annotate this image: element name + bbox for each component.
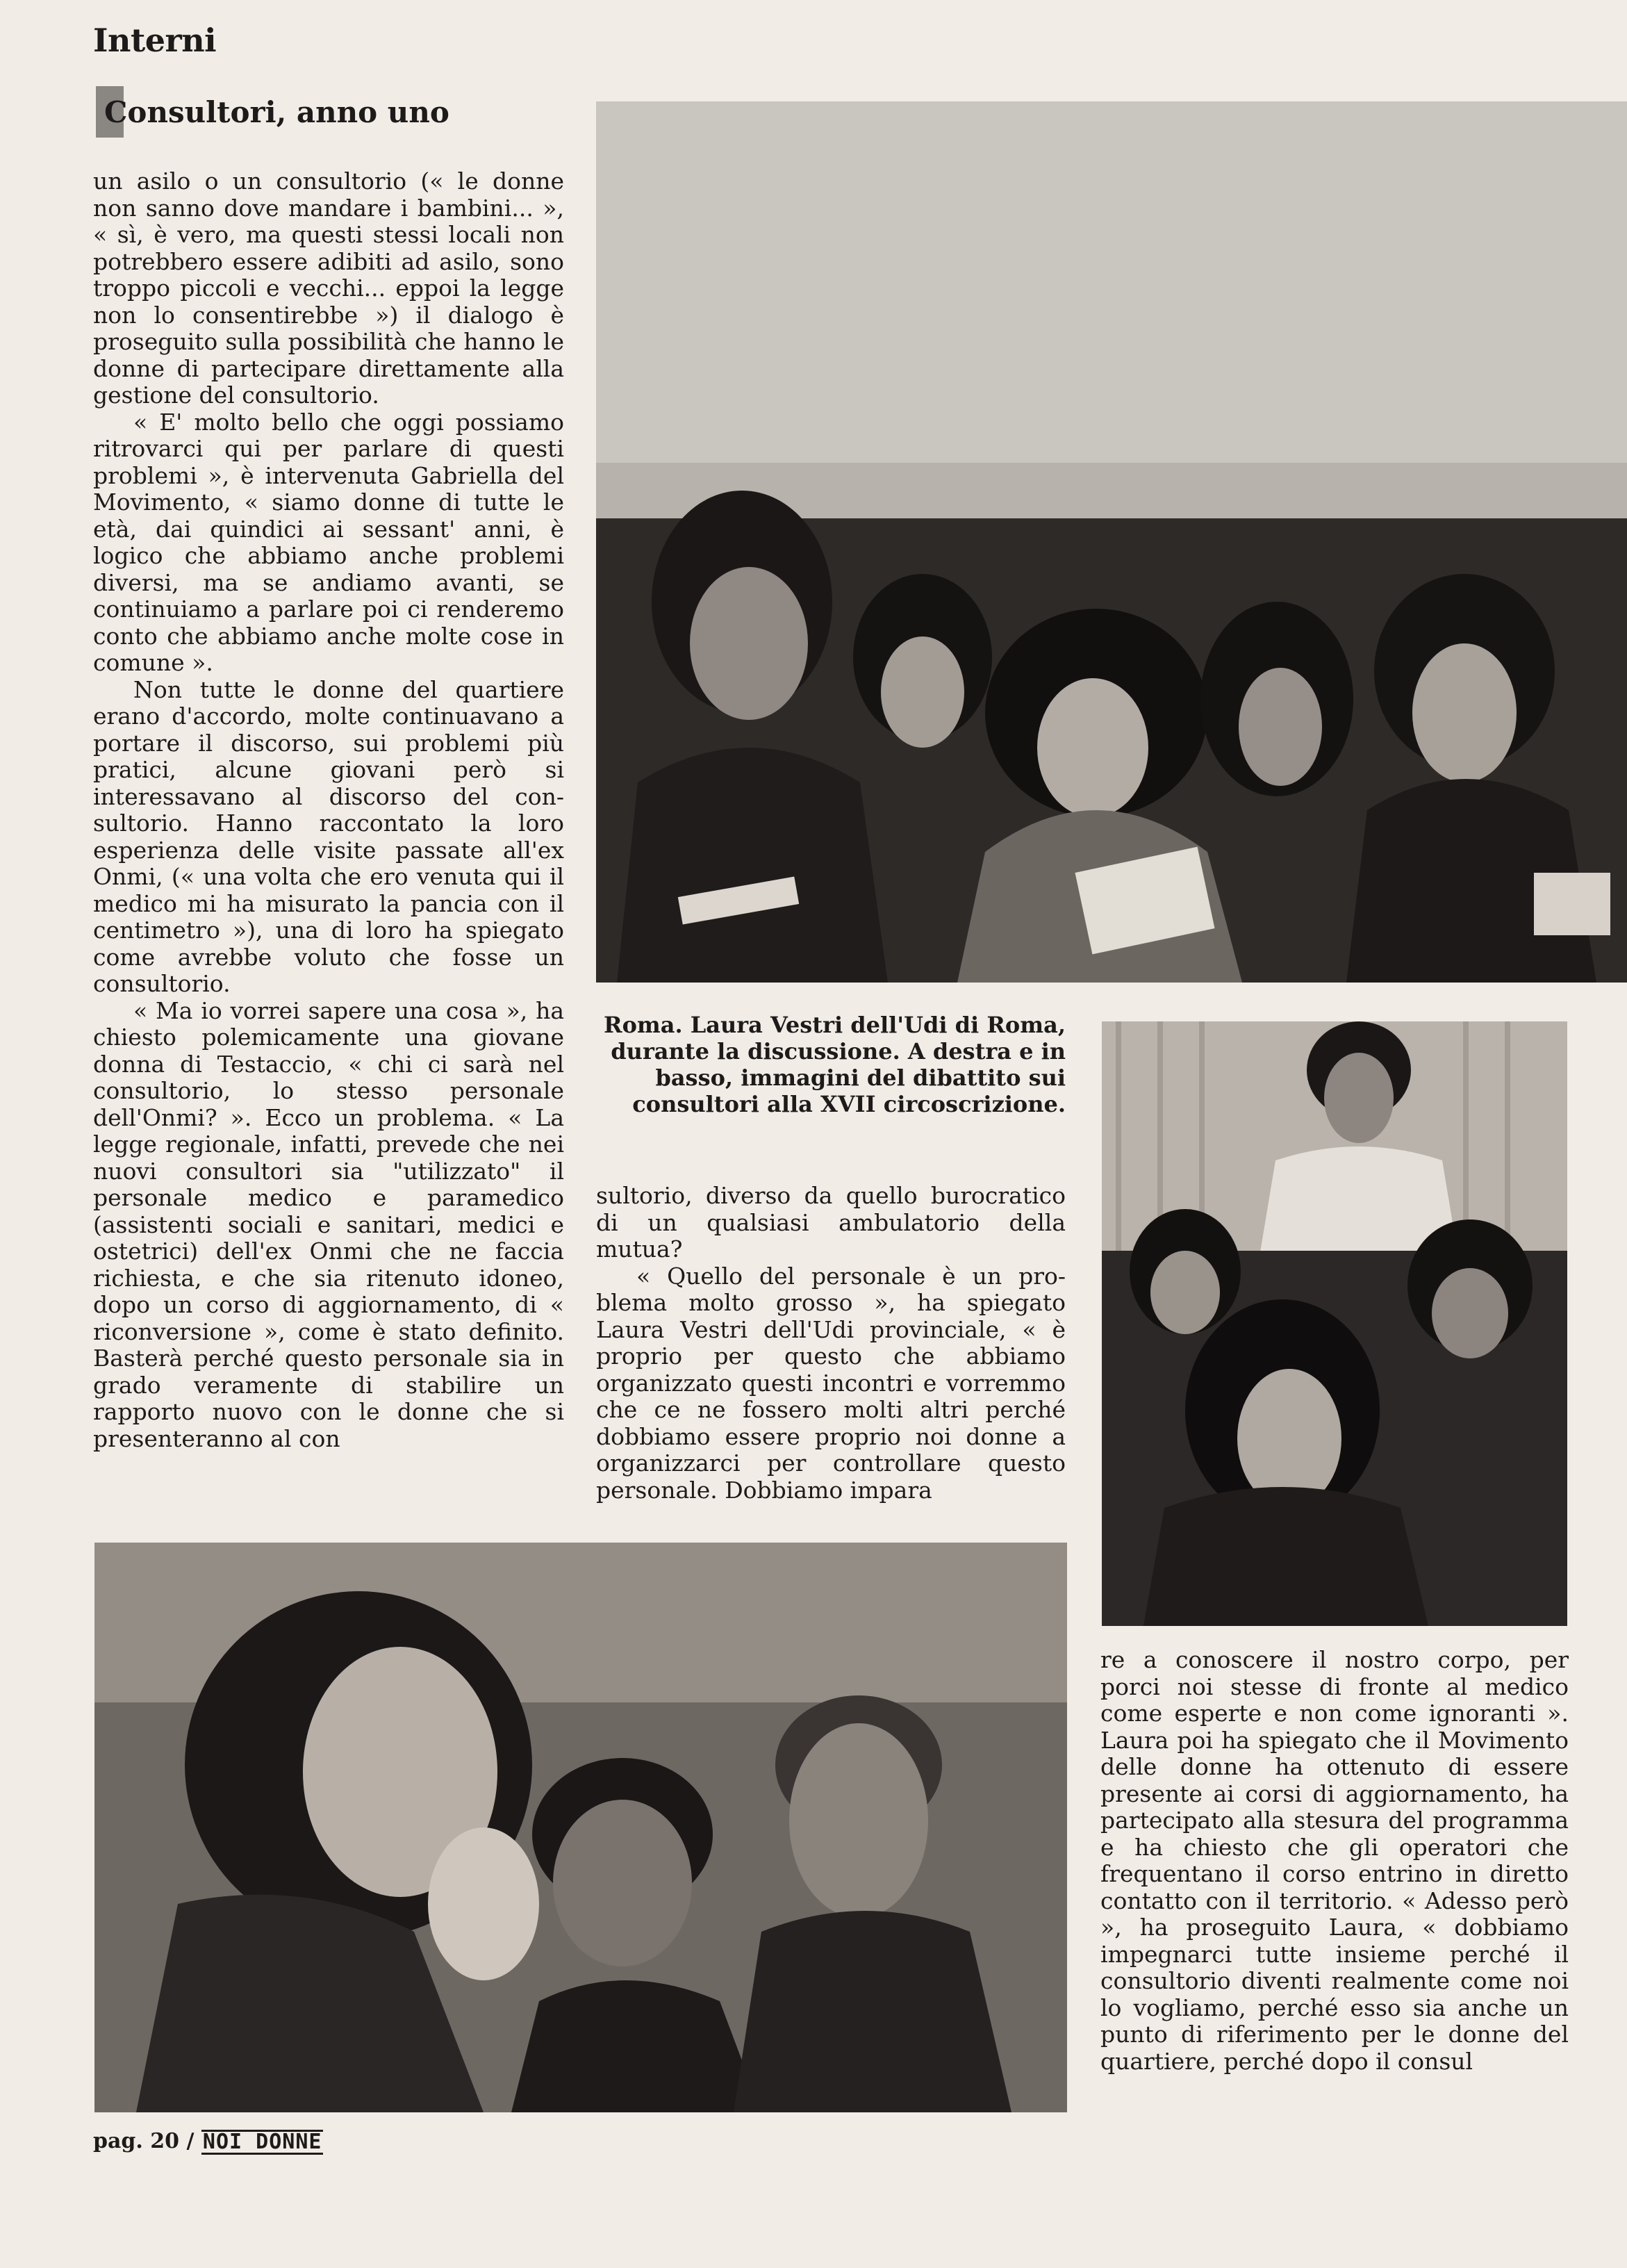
paragraph: sultorio, diverso da quello burocratico di un qualsiasi ambulatorio della mutua? [596, 1182, 1066, 1263]
photo-meeting-women [596, 101, 1627, 983]
article-headline: Consultori, anno uno [104, 95, 449, 129]
paragraph: « Ma io vorrei sapere una cosa », ha chiesto polemicamente una giovane donna di Testaccio, « chi ci sarà nel consultorio, lo stesso personale dell'Onmi? ». Ecco un problema. « La legge regionale, infatti, prevede che nei nuovi consultori sia "utilizzato" il personale medico e paramedico (assistenti sociali e sanitari, medici e ostetrici) dell'ex Onmi che ne faccia richiesta, e che sia ritenuto idoneo, dopo un corso di aggiornamento, di « riconversione », come è stato definito. Basterà perché questo personale sia in grado veramente di stabilire un rapporto nuovo con le donne che si presenteranno al con [93, 996, 564, 1452]
photo-caption: Roma. Laura Vestri dell'Udi di Roma, durante la discussione. A destra e in basso, immagini del dibattito sui consultori alla XVII circoscrizione. [603, 1012, 1066, 1117]
magazine-logo: NOI DONNE [202, 2130, 322, 2154]
section-heading: Interni [93, 22, 217, 59]
paragraph: un asilo o un consultorio (« le donne non sanno dove mandare i bambini... », « sì, è vero, ma questi stessi locali non potrebbero essere adibiti ad asilo, sono troppo piccoli e vecchi... eppoi la legge non lo consentirebbe ») il dialogo è proseguito sulla possibilità che hanno le donne di partecipare direttamente alla gestione del consultorio. [93, 167, 564, 409]
paragraph: Non tutte le donne del quartiere erano d'accordo, molte continuavano a portare il discorso, sui problemi più pratici, alcune giovani però si interessavano al discorso del consultorio. Hanno raccontato la loro esperienza delle visite passate all'ex Onmi, (« una volta che ero venuta qui il medico mi ha misurato la pancia con il centimetro »), una di loro ha spiegato come avrebbe voluto che fosse un consultorio. [93, 675, 564, 997]
photo-audience [1102, 1021, 1567, 1626]
page-number: pag. 20 / [93, 2129, 195, 2153]
page-footer [93, 2126, 323, 2157]
photo-speaker [94, 1543, 1067, 2112]
article-column-1 [93, 168, 564, 1452]
paragraph: re a conoscere il nostro corpo, per porci noi stesse di fronte al medico come esperte e non come ignoranti ». Laura poi ha spiegato che il Movimento delle donne ha ottenuto di essere presente ai corsi di aggiornamento, ha partecipato alla stesura del programma e ha chiesto che gli operatori che frequentano il corso entrino in diretto contatto con il territorio. « Adesso però », ha proseguito Laura, « dobbiamo impegnarci tutte insieme perché il consultorio diventi realmente come noi lo vogliamo, perché esso sia anche un punto di riferimento per le donne del quartiere, perché dopo il consul [1100, 1646, 1569, 2075]
article-column-2 [596, 1183, 1066, 1504]
paragraph: « E' molto bello che oggi possiamo ritrovarci qui per parlare di questi problemi », è intervenuta Gabriella del Movimento, « siamo donne di tutte le età, dai quindici ai sessant' anni, è logico che abbiamo anche problemi diversi, ma se andiamo avanti, se continuiamo a parlare poi ci renderemo conto che abbiamo anche molte cose in comune ». [93, 408, 564, 676]
article-column-3 [1100, 1647, 1569, 2075]
paragraph: « Quello del personale è un problema molto grosso », ha spiegato Laura Vestri dell'Udi provinciale, « è proprio per questo che abbiamo organizzato questi incontri e vorremmo che ce ne fossero molti altri perché dobbiamo essere proprio noi donne a organizzarci per controllare questo personale. Dobbiamo impara [596, 1262, 1066, 1504]
